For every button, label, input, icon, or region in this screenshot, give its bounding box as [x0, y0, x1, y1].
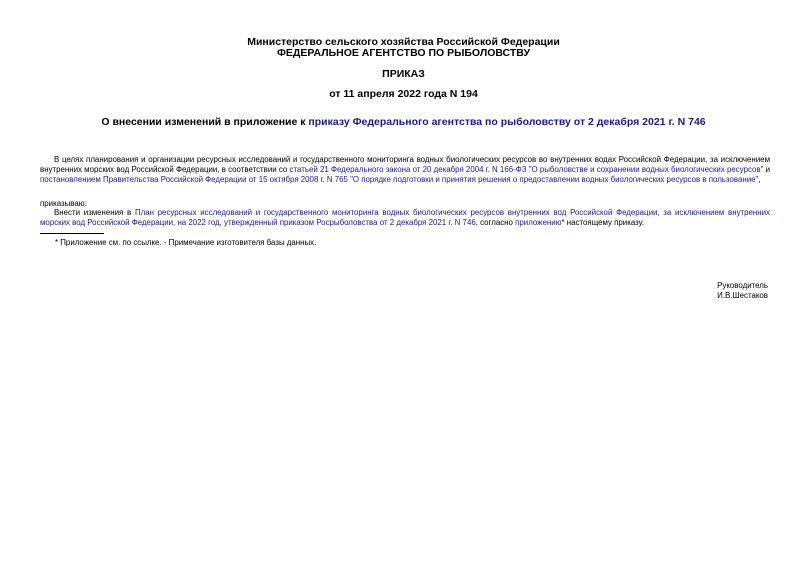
link-appendix[interactable]: приложению	[515, 218, 562, 228]
footnote-text: * Приложение см. по ссылке. - Примечание изготовителя базы данных.	[55, 238, 317, 247]
link-federal-law-166[interactable]: статьей 21 Федерального закона от 20 декабря 2004 г. N 166-ФЗ "О рыболовстве и сохранении водных биологических ресурсов"	[289, 165, 764, 175]
document-date-number: от 11 апреля 2022 года N 194	[329, 88, 478, 100]
order-word: приказываю:	[40, 199, 87, 208]
signatory-position: Руководитель	[717, 281, 768, 290]
preamble-text-2: и	[763, 165, 770, 175]
body-text-1: Внести изменения в	[54, 208, 135, 217]
body-text-3: * настоящему приказу.	[561, 218, 645, 228]
ministry-name: Министерство сельского хозяйства Российской Федерации	[247, 36, 560, 48]
signatory-name: И.В.Шестаков	[717, 291, 768, 300]
preamble-text-3: ,	[758, 175, 761, 185]
subject-link-order-746[interactable]: приказу Федерального агентства по рыболовству от 2 декабря 2021 г. N 746	[308, 116, 706, 128]
agency-name: ФЕДЕРАЛЬНОЕ АГЕНТСТВО ПО РЫБОЛОВСТВУ	[276, 47, 531, 59]
order-body-paragraph	[40, 208, 770, 228]
preamble-text-1: В целях планирования и организации ресурсных исследований и государственного мониторинга водных биологических ресурсов во внутренних водах Российской Федерации, за исключением внутренних морских вод Российской Федерации, в соответствии со	[40, 155, 770, 175]
preamble-paragraph	[40, 155, 770, 186]
footnote-divider	[40, 233, 104, 234]
document-type: ПРИКАЗ	[382, 68, 425, 80]
link-government-decree-765[interactable]: постановлением Правительства Российской Федерации от 15 октября 2008 г. N 765 "О порядке подготовки и принятия решения о предоставлении водных биологических ресурсов в пользование"	[40, 175, 759, 185]
document-subject	[0, 116, 807, 128]
subject-prefix: О внесении изменений в приложение к	[101, 116, 309, 128]
link-research-plan-2022[interactable]: План ресурсных исследований и государственного мониторинга водных биологических ресурсов внутренних вод Российской Федерации, за исключением внутренних морских вод Российской Федерации, на 2022 год, утвержденный приказом Росрыболовства от 2 декабря 2021 г. N 746	[40, 208, 770, 228]
body-text-2: , согласно	[475, 218, 516, 228]
